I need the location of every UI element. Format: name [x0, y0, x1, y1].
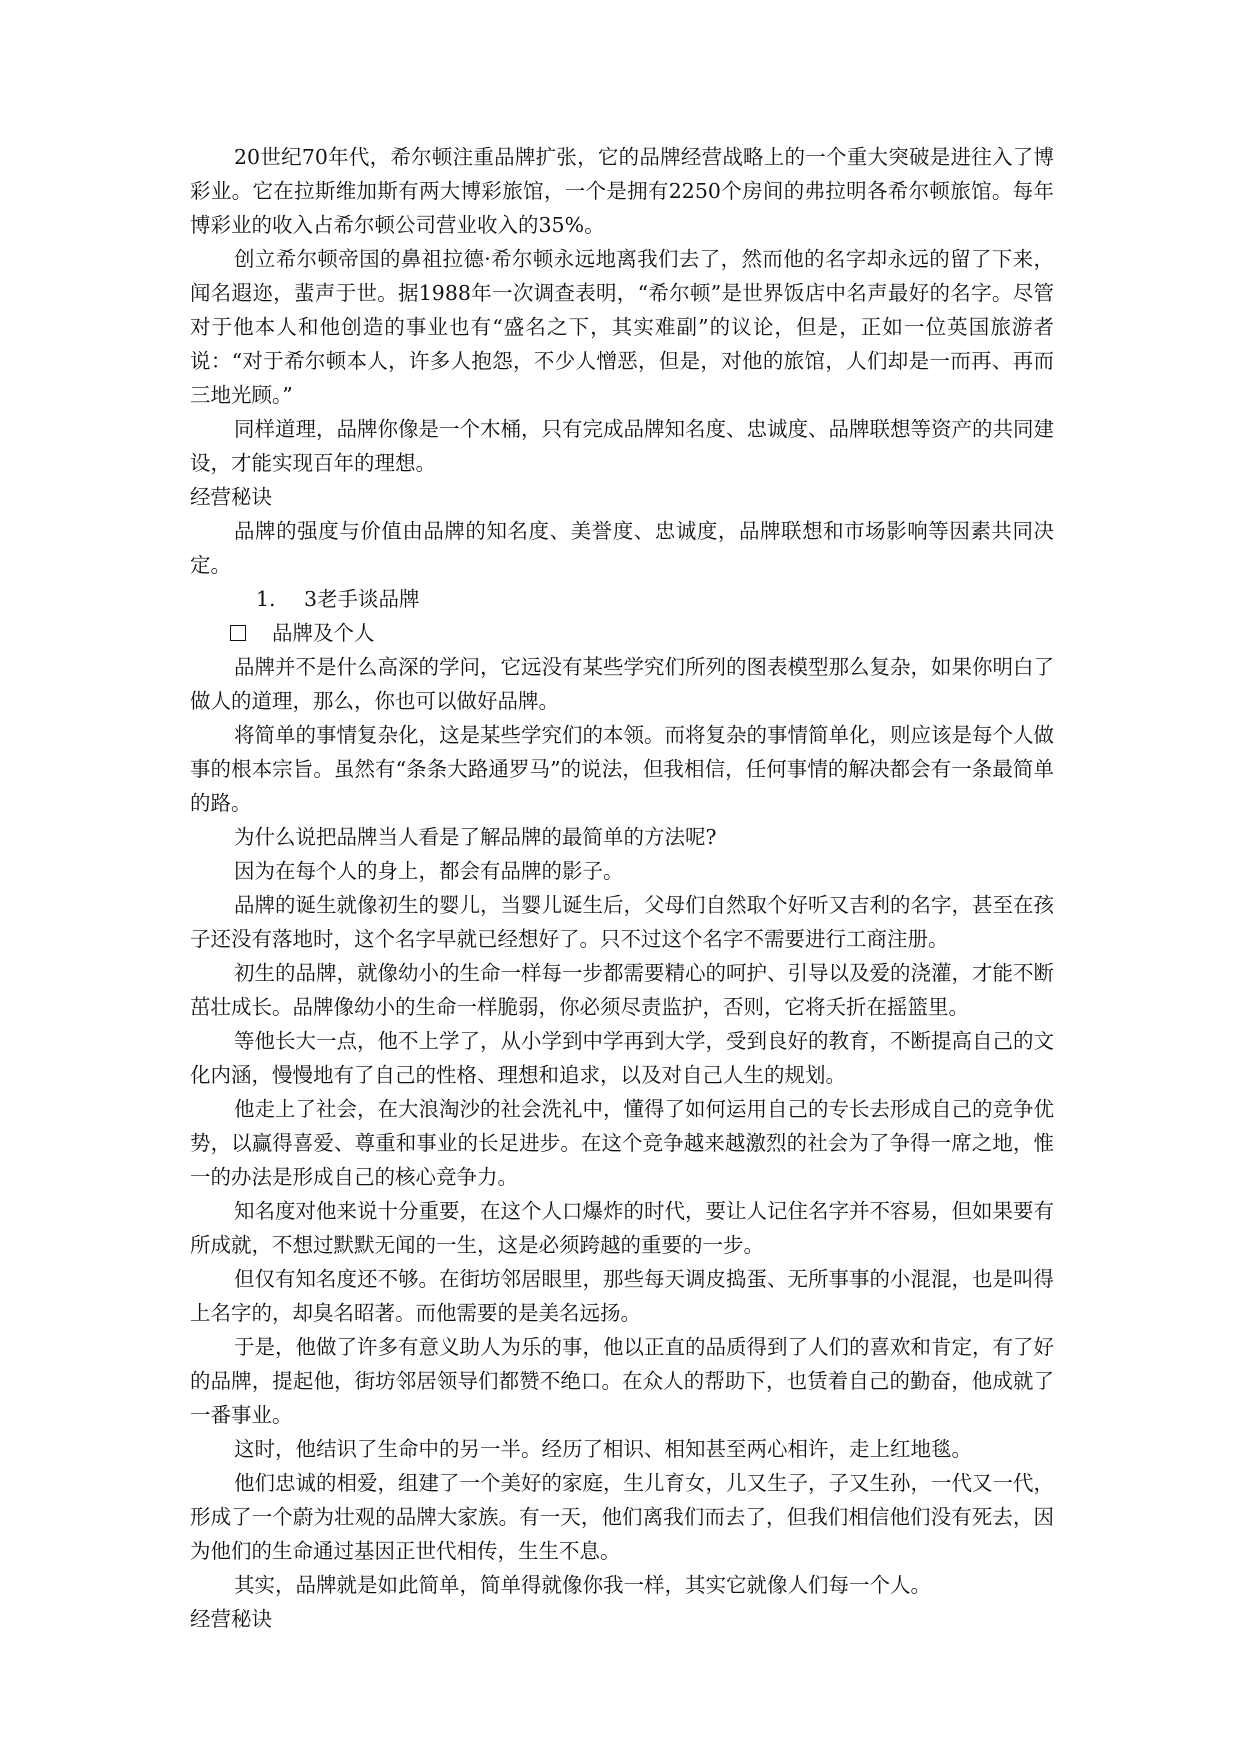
paragraph-body: 他走上了社会，在大浪淘沙的社会洗礼中，懂得了如何运用自己的专长去形成自己的竞争优势，以赢得喜爱、尊重和事业的长足进步。在这个竞争越来越激烈的社会为了争得一席之地，惟一的办法是形成自己的核心竞争力。: [190, 1097, 1054, 1189]
numbered-section-heading: [190, 582, 1054, 616]
section-number: 1.: [256, 587, 276, 611]
paragraph-body: 品牌并不是什么高深的学问，它远没有某些学究们所列的图表模型那么复杂，如果你明白了做人的道理，那么，你也可以做好品牌。: [190, 655, 1054, 713]
paragraph-barrel-analogy: 同样道理，品牌你像是一个木桶，只有完成品牌知名度、忠诚度、品牌联想等资产的共同建设，才能实现百年的理想。: [190, 417, 1054, 475]
paragraph-hilton-founder: 创立希尔顿帝国的鼻祖拉德·希尔顿永远地离我们去了，然而他的名字却永远的留了下来，闻名遐迩，蜚声于世。据1988年一次调查表明，“希尔顿”是世界饭店中名声最好的名字。尽管对于他本人和他创造的事业也有“盛名之下，其实难副”的议论，但是，正如一位英国旅游者说：“对于希尔顿本人，许多人抱怨，不少人憎恶，但是，对他的旅馆，人们却是一而再、再而三地光顾。”: [190, 247, 1054, 407]
paragraph-hilton-gambling: 20世纪70年代，希尔顿注重品牌扩张，它的品牌经营战略上的一个重大突破是进往入了博彩业。它在拉斯维加斯有两大博彩旅馆，一个是拥有2250个房间的弗拉明各希尔顿旅馆。每年博彩业的收入占希尔顿公司营业收入的35%。: [190, 145, 1054, 237]
bullet-heading: [190, 616, 1054, 650]
paragraph-body: 初生的品牌，就像幼小的生命一样每一步都需要精心的呵护、引导以及爱的浇灌，才能不断茁壮成长。品牌像幼小的生命一样脆弱，你必须尽责监护，否则，它将夭折在摇篮里。: [190, 961, 1054, 1019]
paragraph-body: 为什么说把品牌当人看是了解品牌的最简单的方法呢?: [234, 825, 717, 849]
section-heading-secret: 经营秘诀: [190, 1607, 272, 1631]
paragraph-body: 于是，他做了许多有意义助人为乐的事，他以正直的品质得到了人们的喜欢和肯定，有了好的品牌，提起他，街坊邻居领导们都赞不绝口。在众人的帮助下，也赁着自己的勤奋，他成就了一番事业。: [190, 1335, 1054, 1427]
paragraph-body: 其实，品牌就是如此简单，简单得就像你我一样，其实它就像人们每一个人。: [234, 1573, 931, 1597]
paragraph-body: 因为在每个人的身上，都会有品牌的影子。: [234, 859, 624, 883]
document-page: [190, 140, 1054, 1636]
paragraph-body: 知名度对他来说十分重要，在这个人口爆炸的时代，要让人记住名字并不容易，但如果要有所成就，不想过默默无闻的一生，这是必须跨越的重要的一步。: [190, 1199, 1054, 1257]
paragraph-secret-brand-value: 品牌的强度与价值由品牌的知名度、美誉度、忠诚度，品牌联想和市场影响等因素共同决定。: [190, 519, 1054, 577]
section-heading-secret: 经营秘诀: [190, 485, 272, 509]
bullet-title: 品牌及个人: [272, 621, 375, 645]
section-title: 3老手谈品牌: [304, 587, 420, 611]
checkbox-bullet-icon: [230, 625, 246, 641]
paragraph-body: 但仅有知名度还不够。在街坊邻居眼里，那些每天调皮捣蛋、无所事事的小混混，也是叫得上名字的，却臭名昭著。而他需要的是美名远扬。: [190, 1267, 1054, 1325]
paragraph-body: 这时，他结识了生命中的另一半。经历了相识、相知甚至两心相许，走上红地毯。: [234, 1437, 972, 1461]
paragraph-body: 等他长大一点，他不上学了，从小学到中学再到大学，受到良好的教育，不断提高自己的文化内涵，慢慢地有了自己的性格、理想和追求，以及对自己人生的规划。: [190, 1029, 1054, 1087]
paragraph-body: 他们忠诚的相爱，组建了一个美好的家庭，生儿育女，儿又生子，子又生孙，一代又一代，形成了一个蔚为壮观的品牌大家族。有一天，他们离我们而去了，但我们相信他们没有死去，因为他们的生命通过基因正世代相传，生生不息。: [190, 1471, 1054, 1563]
paragraph-body: 品牌的诞生就像初生的婴儿，当婴儿诞生后，父母们自然取个好听又吉利的名字，甚至在孩子还没有落地时，这个名字早就已经想好了。只不过这个名字不需要进行工商注册。: [190, 893, 1054, 951]
paragraph-body: 将简单的事情复杂化，这是某些学究们的本领。而将复杂的事情简单化，则应该是每个人做事的根本宗旨。虽然有“条条大路通罗马”的说法，但我相信，任何事情的解决都会有一条最简单的路。: [190, 723, 1054, 815]
